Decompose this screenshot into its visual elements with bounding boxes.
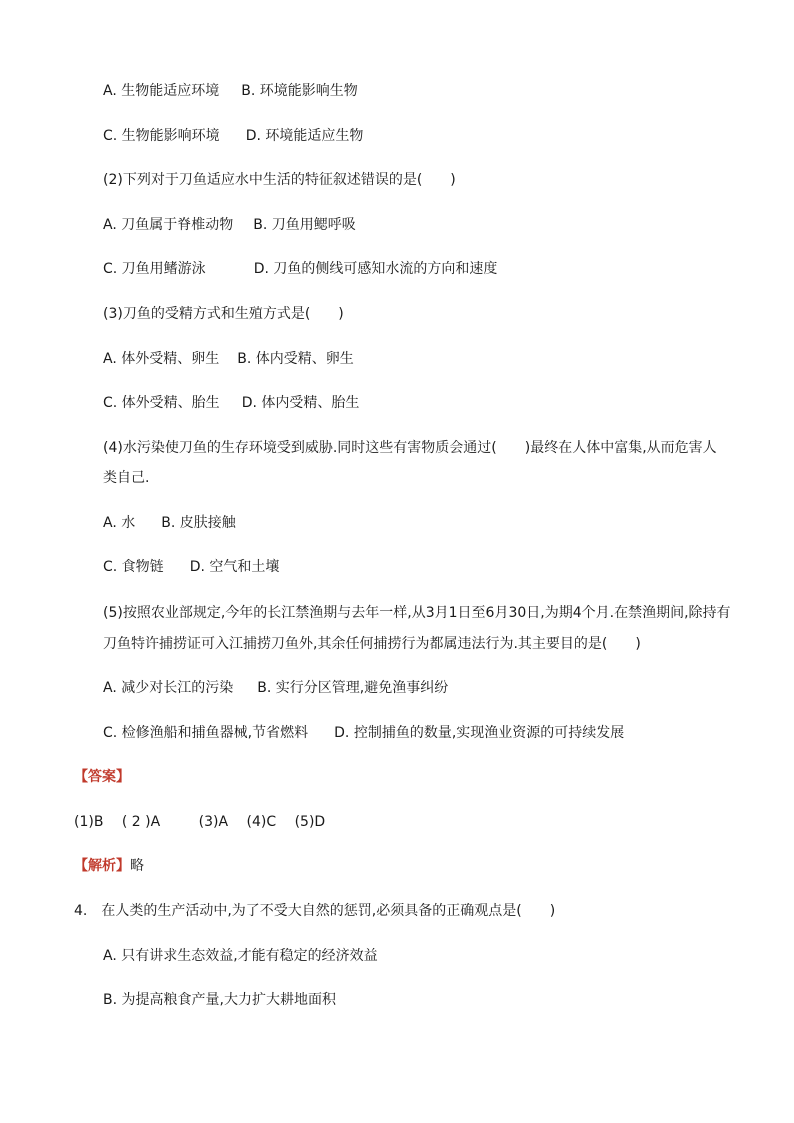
- answer-3: (3)A: [198, 814, 229, 830]
- answer-5: (5)D: [294, 814, 326, 830]
- option-b: B. 刀鱼用鳃呼吸: [253, 217, 356, 233]
- option-row: [103, 259, 497, 279]
- option-row: [103, 678, 448, 698]
- analysis-label: 【解析】: [74, 858, 130, 874]
- option-c: C. 体外受精、胎生: [103, 395, 220, 411]
- question-stem: (2)下列对于刀鱼适应水中生活的特征叙述错误的是( ): [103, 172, 456, 188]
- option-c: C. 食物链: [103, 559, 164, 575]
- option-c: C. 检修渔船和捕鱼器械,节省燃料: [103, 725, 309, 741]
- answer-label: 【答案】: [74, 769, 130, 785]
- option-row: [103, 723, 624, 743]
- option-row: [103, 513, 236, 533]
- option-d: D. 环境能适应生物: [245, 128, 364, 144]
- option-a: A. 生物能适应环境: [103, 83, 220, 99]
- question-4-option-a: A. 只有讲求生态效益,才能有稳定的经济效益: [103, 948, 378, 964]
- option-d: D. 刀鱼的侧线可感知水流的方向和速度: [253, 261, 498, 277]
- question-stem-continued: 刀鱼特许捕捞证可入江捕捞刀鱼外,其余任何捕捞行为都属违法行为.其主要目的是( ): [103, 636, 641, 652]
- option-d: D. 空气和土壤: [189, 559, 280, 575]
- analysis-text: 略: [130, 858, 144, 874]
- answer-4: (4)C: [246, 814, 277, 830]
- question-stem: (3)刀鱼的受精方式和生殖方式是( ): [103, 306, 344, 322]
- question-stem-continued: 类自己.: [103, 470, 150, 486]
- option-d: D. 体内受精、胎生: [241, 395, 360, 411]
- option-d: D. 控制捕鱼的数量,实现渔业资源的可持续发展: [334, 725, 625, 741]
- option-row: [103, 215, 356, 235]
- option-c: C. 生物能影响环境: [103, 128, 220, 144]
- option-b: B. 体内受精、卵生: [237, 351, 354, 367]
- option-a: A. 水: [103, 515, 136, 531]
- option-b: B. 皮肤接触: [161, 515, 236, 531]
- question-stem: (4)水污染使刀鱼的生存环境受到威胁.同时这些有害物质会通过( )最终在人体中富集,从而危害人: [103, 440, 717, 456]
- option-row: [103, 393, 359, 413]
- answer-1: (1)B: [74, 814, 104, 830]
- option-row: [103, 126, 363, 146]
- answer-row: [74, 812, 325, 832]
- option-b: B. 环境能影响生物: [241, 83, 358, 99]
- option-a: A. 减少对长江的污染: [103, 680, 234, 696]
- option-b: B. 实行分区管理,避免渔事纠纷: [257, 680, 449, 696]
- question-4-stem: 4. 在人类的生产活动中,为了不受大自然的惩罚,必须具备的正确观点是( ): [74, 903, 556, 919]
- question-stem: (5)按照农业部规定,今年的长江禁渔期与去年一样,从3月1日至6月30日,为期4个月.在禁渔期间,除持有: [103, 605, 731, 621]
- analysis-row: [74, 856, 144, 876]
- option-row: [103, 81, 358, 101]
- option-row: [103, 349, 354, 369]
- option-a: A. 刀鱼属于脊椎动物: [103, 217, 234, 233]
- answer-2: ( 2 )A: [121, 814, 161, 830]
- question-4-option-b: B. 为提高粮食产量,大力扩大耕地面积: [103, 992, 336, 1008]
- option-c: C. 刀鱼用鳍游泳: [103, 261, 206, 277]
- option-a: A. 体外受精、卵生: [103, 351, 220, 367]
- option-row: [103, 557, 279, 577]
